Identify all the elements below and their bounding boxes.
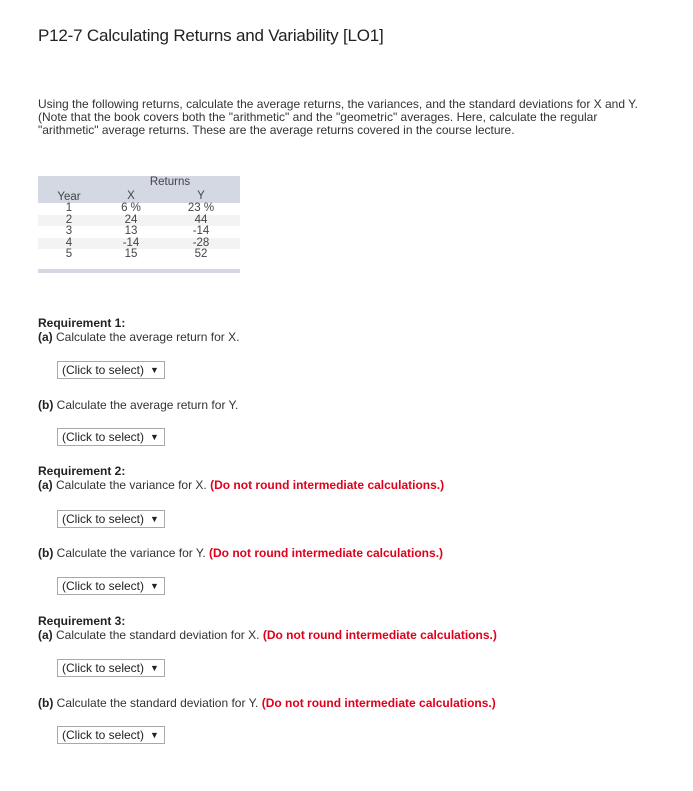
- cell-year: 3: [65, 225, 73, 237]
- cell-x: 15: [124, 248, 138, 260]
- cell-year: 5: [65, 248, 73, 260]
- returns-group-header: Returns: [100, 176, 240, 190]
- answer-1b-dropdown[interactable]: [57, 428, 165, 446]
- instructions-line-2: (Note that the book covers both the "arithmetic" and the "geometric" averages. Here, calculate the regular "arithmetic" average returns. These are the average returns covered in the course lecture.: [38, 110, 598, 137]
- answer-2b-dropdown[interactable]: [57, 577, 165, 595]
- requirement-3: [38, 614, 497, 642]
- cell-year: 1: [65, 202, 73, 214]
- part-letter: (a): [38, 628, 53, 642]
- dropdown-arrow-icon: ▼: [150, 365, 159, 375]
- cell-y: 44: [162, 215, 240, 227]
- instructions-line-1: Using the following returns, calculate the average returns, the variances, and the standard deviations for X and Y.: [38, 97, 638, 111]
- answer-3a-dropdown[interactable]: [57, 659, 165, 677]
- part-letter: (b): [38, 398, 54, 412]
- question-text: Calculate the average return for X.: [56, 330, 240, 344]
- cell-x: 24: [100, 215, 162, 227]
- rounding-note: (Do not round intermediate calculations.): [210, 478, 445, 492]
- question-3a: [38, 628, 497, 642]
- question-text: Calculate the standard deviation for Y.: [56, 696, 259, 710]
- question-text: Calculate the variance for Y.: [56, 546, 206, 560]
- dropdown-label: (Click to select): [62, 430, 145, 444]
- cell-year: 4: [38, 238, 100, 250]
- dropdown-arrow-icon: ▼: [150, 581, 159, 591]
- table-row: [38, 249, 240, 261]
- rounding-note: (Do not round intermediate calculations.): [209, 546, 444, 560]
- rounding-note: (Do not round intermediate calculations.): [262, 628, 497, 642]
- answer-2a-dropdown[interactable]: [57, 510, 165, 528]
- part-letter: (a): [38, 478, 53, 492]
- table-row: [38, 226, 240, 238]
- dropdown-label: (Click to select): [62, 661, 145, 675]
- answer-3b-dropdown[interactable]: [57, 726, 165, 744]
- instructions: [38, 98, 658, 137]
- requirement-1: [38, 316, 239, 344]
- cell-x: 6 %: [121, 202, 141, 214]
- question-text: Calculate the standard deviation for X.: [56, 628, 260, 642]
- question-3b: [38, 696, 496, 710]
- question-text: Calculate the average return for Y.: [56, 398, 239, 412]
- dropdown-arrow-icon: ▼: [150, 663, 159, 673]
- requirement-heading: Requirement 3:: [38, 614, 126, 628]
- rounding-note: (Do not round intermediate calculations.): [261, 696, 496, 710]
- cell-y: -28: [162, 238, 240, 250]
- question-1a: [38, 330, 239, 344]
- table-row: [38, 203, 240, 215]
- part-letter: (a): [38, 330, 53, 344]
- page-title: P12-7 Calculating Returns and Variability [LO1]: [38, 26, 384, 45]
- cell-y: 52: [194, 248, 208, 260]
- returns-table: [38, 176, 240, 273]
- dropdown-label: (Click to select): [62, 512, 145, 526]
- question-2b: [38, 546, 443, 560]
- part-letter: (b): [38, 546, 54, 560]
- dropdown-arrow-icon: ▼: [150, 730, 159, 740]
- answer-1a-dropdown[interactable]: [57, 361, 165, 379]
- dropdown-label: (Click to select): [62, 579, 145, 593]
- question-1b: [38, 398, 238, 412]
- cell-x: -14: [100, 238, 162, 250]
- col-header-y: Y: [162, 190, 240, 203]
- cell-x: 13: [124, 225, 138, 237]
- cell-year: 2: [38, 215, 100, 227]
- question-text: Calculate the variance for X.: [56, 478, 207, 492]
- dropdown-label: (Click to select): [62, 728, 145, 742]
- cell-y: 23 %: [187, 202, 215, 214]
- requirement-heading: Requirement 2:: [38, 464, 126, 478]
- table-footer-bar: [38, 269, 240, 273]
- part-letter: (b): [38, 696, 54, 710]
- cell-y: -14: [192, 225, 210, 237]
- dropdown-arrow-icon: ▼: [150, 514, 159, 524]
- dropdown-label: (Click to select): [62, 363, 145, 377]
- question-2a: [38, 478, 444, 492]
- dropdown-arrow-icon: ▼: [150, 432, 159, 442]
- col-header-year: Year: [38, 190, 100, 203]
- requirement-2: [38, 464, 444, 492]
- col-header-x: X: [100, 190, 162, 203]
- requirement-heading: Requirement 1:: [38, 316, 126, 330]
